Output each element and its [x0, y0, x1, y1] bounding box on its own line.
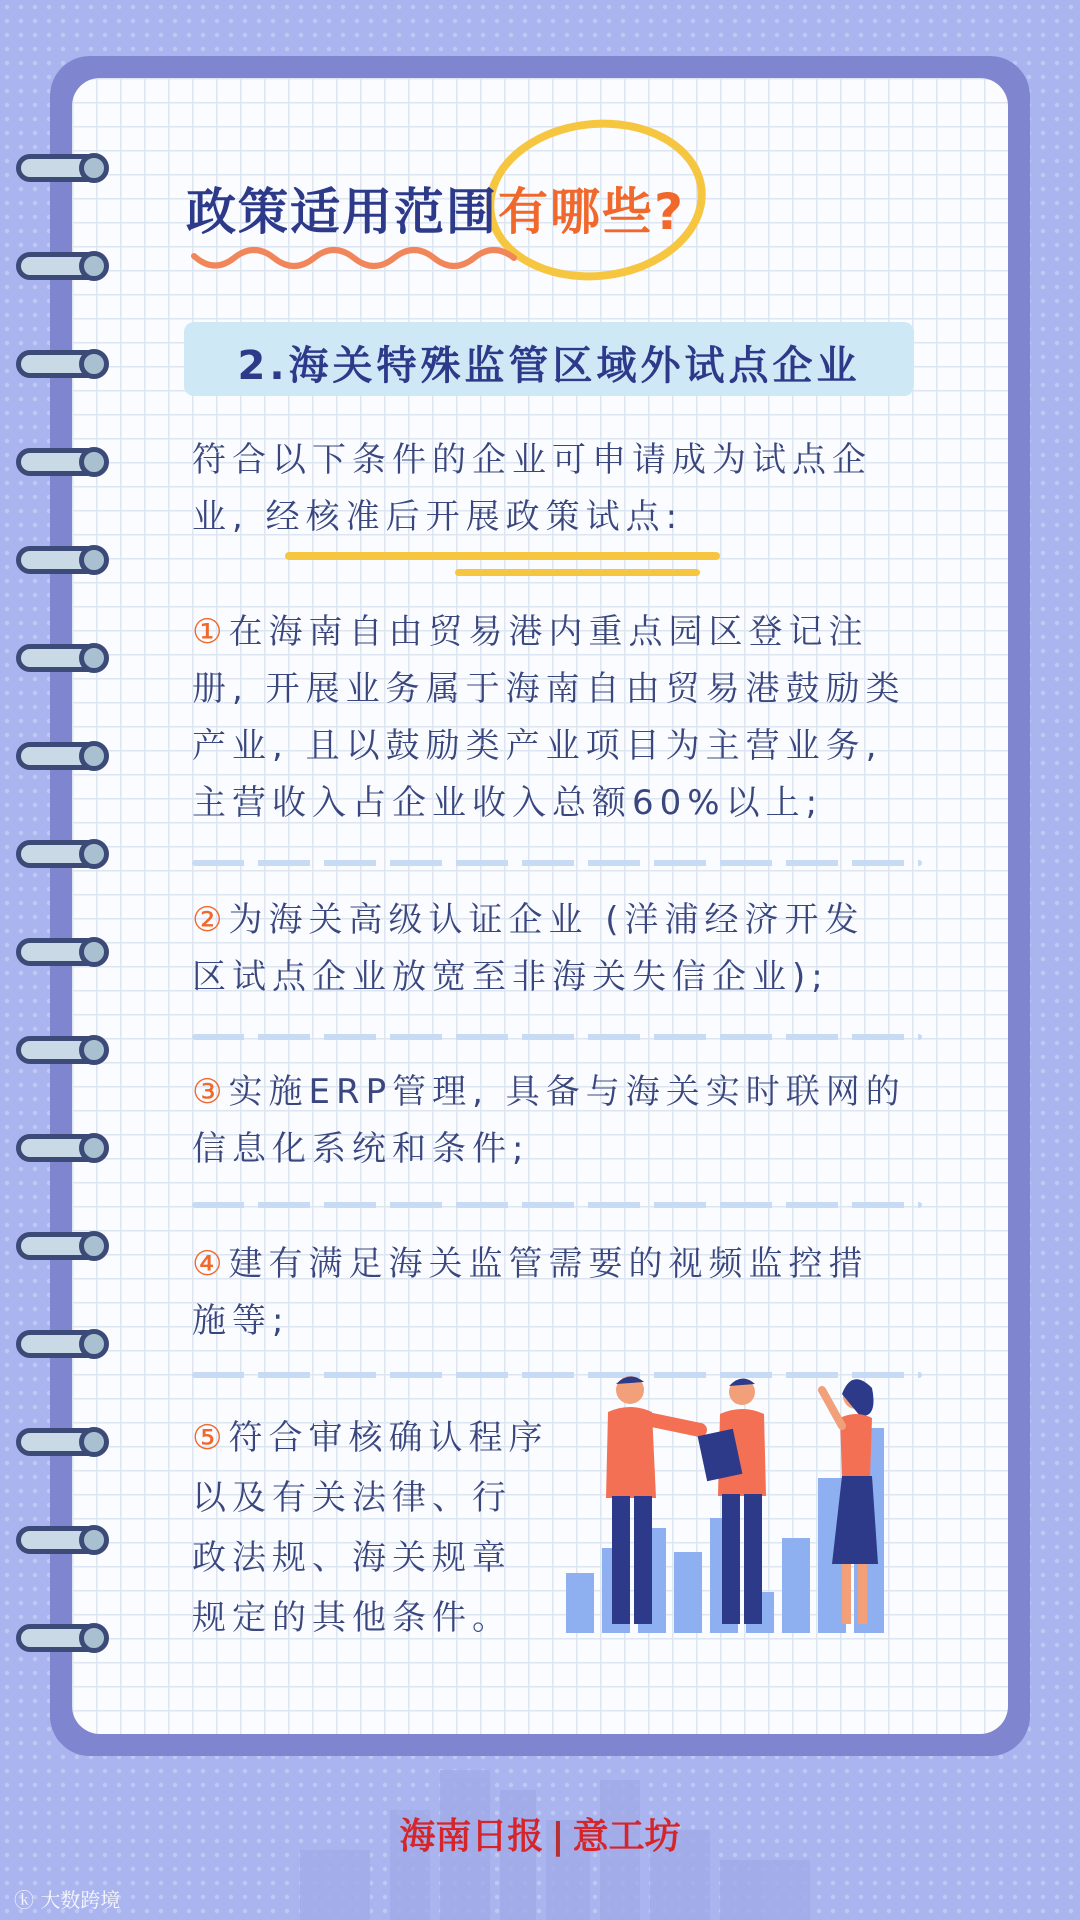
- binder-ring-icon: [16, 1526, 108, 1554]
- item-line: 产业, 且以鼓励类产业项目为主营业务,: [192, 726, 883, 766]
- item-line: 实施ERP管理, 具备与海关实时联网的: [228, 1072, 906, 1112]
- item-line: 规定的其他条件。: [192, 1598, 512, 1638]
- watermark-text: 大数跨境: [40, 1888, 121, 1912]
- binder-ring-icon: [16, 448, 108, 476]
- intro-text: [192, 432, 932, 546]
- binder-ring-icon: [16, 1134, 108, 1162]
- title-part2: 有哪些?: [498, 183, 686, 241]
- item-line: 信息化系统和条件;: [192, 1129, 530, 1169]
- item-line: 施等;: [192, 1301, 290, 1341]
- binder-ring-icon: [16, 1232, 108, 1260]
- brand-logo-hainan-daily: 海南日报: [399, 1816, 544, 1857]
- intro-line: 业, 经核准后开展政策试点:: [192, 497, 684, 537]
- binder-ring-icon: [16, 1036, 108, 1064]
- item-line: 为海关高级认证企业 (洋浦经济开发: [228, 900, 865, 940]
- item-line: 政法规、海关规章: [192, 1538, 512, 1578]
- binder-ring-icon: [16, 742, 108, 770]
- watermark-logo-icon: ⓚ: [14, 1888, 41, 1912]
- item-line: 册, 开展业务属于海南自由贸易港鼓励类: [192, 669, 906, 709]
- business-team-illustration: [560, 1368, 940, 1648]
- binder-ring-icon: [16, 840, 108, 868]
- dashed-divider: [192, 1034, 922, 1040]
- intro-line: 符合以下条件的企业可申请成为试点企: [192, 440, 872, 480]
- item-number: ②: [192, 900, 229, 940]
- item-line: 建有满足海关监管需要的视频监控措: [228, 1244, 869, 1284]
- item-line: 区试点企业放宽至非海关失信企业);: [192, 957, 829, 997]
- intro-underline: [455, 569, 700, 576]
- item-line: 符合审核确认程序: [228, 1418, 549, 1458]
- page-title: [186, 172, 685, 244]
- condition-item-5: [192, 1408, 572, 1648]
- binder-ring-icon: [16, 1624, 108, 1652]
- binder-ring-icon: [16, 938, 108, 966]
- footer-brand: [0, 1808, 1080, 1859]
- binder-ring-icon: [16, 1428, 108, 1456]
- binder-ring-icon: [16, 1330, 108, 1358]
- condition-item-3: [192, 1064, 932, 1178]
- binder-ring-icon: [16, 252, 108, 280]
- binder-ring-icon: [16, 154, 108, 182]
- binder-ring-icon: [16, 546, 108, 574]
- brand-logo-yigongfang: 意工坊: [572, 1816, 681, 1857]
- item-number: ⑤: [192, 1418, 229, 1458]
- dashed-divider: [192, 1202, 922, 1208]
- title-part1: 政策适用范围: [186, 183, 498, 241]
- brand-separator: |: [551, 1816, 565, 1857]
- subtitle-banner: [184, 322, 914, 396]
- dashed-divider: [192, 860, 922, 866]
- item-line: 以及有关法律、行: [192, 1478, 512, 1518]
- item-number: ①: [192, 612, 229, 652]
- item-number: ④: [192, 1244, 229, 1284]
- watermark: [14, 1884, 120, 1913]
- subtitle: 2.海关特殊监管区域外试点企业: [237, 343, 861, 389]
- wave-underline: [190, 238, 520, 278]
- condition-item-1: [192, 604, 932, 832]
- intro-underline: [285, 552, 720, 560]
- condition-item-4: [192, 1236, 932, 1350]
- item-line: 主营收入占企业收入总额60%以上;: [192, 783, 824, 823]
- item-line: 在海南自由贸易港内重点园区登记注: [228, 612, 869, 652]
- condition-item-2: [192, 892, 932, 1006]
- binder-ring-icon: [16, 644, 108, 672]
- item-number: ③: [192, 1072, 229, 1112]
- binder-ring-icon: [16, 350, 108, 378]
